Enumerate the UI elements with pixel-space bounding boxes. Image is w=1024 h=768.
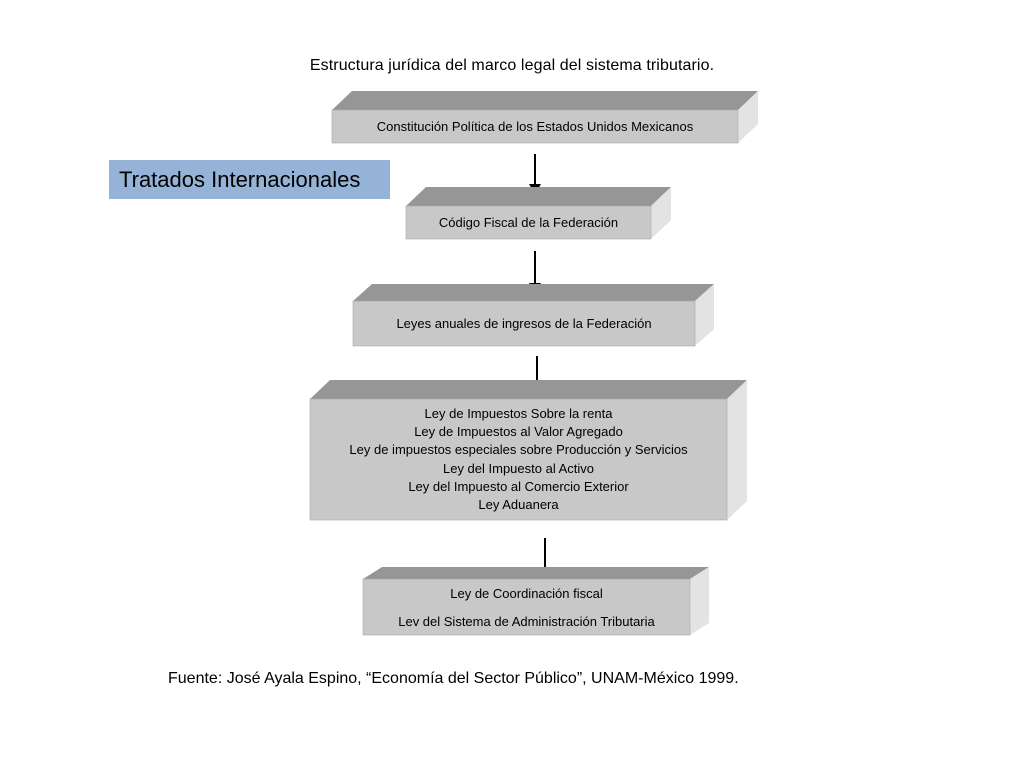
box-line: Leyes anuales de ingresos de la Federación xyxy=(396,315,652,331)
box-leyes-impuestos xyxy=(310,380,747,520)
box-line: Ley de Impuestos al Valor Agregado xyxy=(414,424,623,440)
box-line: Ley Aduanera xyxy=(478,496,559,512)
box-line: Ley del Impuesto al Activo xyxy=(442,460,595,476)
box-line: Ley de impuestos especiales sobre Producción y Servicios xyxy=(349,442,688,458)
box-line: Lev del Sistema de Administración Tributaria xyxy=(398,614,655,629)
box-line: Constitución Política de los Estados Unidos Mexicanos xyxy=(376,118,694,134)
diagram-title: Estructura jurídica del marco legal del sistema tributario. xyxy=(309,57,715,74)
tratados-internacionales-label: Tratados Internacionales xyxy=(109,160,390,199)
box-coordinacion-fiscal xyxy=(363,567,709,635)
box-line: Código Fiscal de la Federación xyxy=(438,214,619,230)
box-line: Ley de Impuestos Sobre la renta xyxy=(424,405,613,421)
box-codigo-fiscal xyxy=(406,187,671,239)
box-constitucion xyxy=(332,91,758,143)
box-line: Ley del Impuesto al Comercio Exterior xyxy=(408,478,629,494)
box-line: Ley de Coordinación fiscal xyxy=(450,586,603,601)
source-citation: Fuente: José Ayala Espino, “Economía del Sector Público”, UNAM-México 1999. xyxy=(168,670,739,687)
box-leyes-anuales xyxy=(353,284,714,346)
